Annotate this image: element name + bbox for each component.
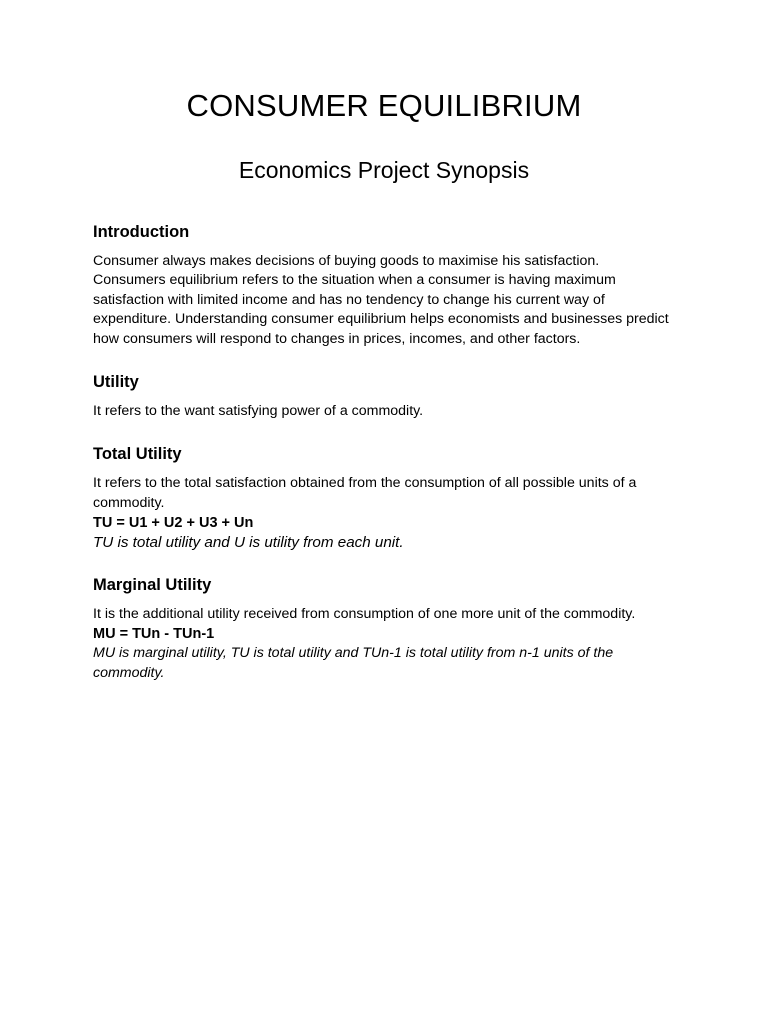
section-heading-marginal-utility: Marginal Utility bbox=[93, 575, 212, 594]
document-subtitle: Economics Project Synopsis bbox=[238, 157, 530, 183]
section-introduction bbox=[93, 221, 675, 349]
introduction-paragraph: Consumer always makes decisions of buying goods to maximise his satisfaction. Consumers equilibrium refers to the situation when a consumer is having maximum satisfaction with limited income and has no tendency to change his current way of expenditure. Understanding consumer equilibrium helps economists and businesses predict how consumers will respond to changes in prices, incomes, and other factors. bbox=[93, 253, 669, 347]
total-utility-formula: TU = U1 + U2 + U3 + Un bbox=[93, 515, 254, 532]
total-utility-paragraph: It refers to the total satisfaction obtained from the consumption of all possible units of a commodity. bbox=[93, 475, 637, 511]
document-title: CONSUMER EQUILIBRIUM bbox=[186, 88, 582, 123]
marginal-utility-paragraph: It is the additional utility received from consumption of one more unit of the commodity. bbox=[93, 605, 636, 622]
section-heading-total-utility: Total Utility bbox=[93, 445, 182, 464]
marginal-utility-formula-note: MU is marginal utility, TU is total utility and TUn-1 is total utility from n-1 units of the commodity. bbox=[93, 645, 614, 681]
section-utility bbox=[93, 371, 675, 421]
section-heading-utility: Utility bbox=[93, 373, 139, 392]
utility-paragraph: It refers to the want satisfying power of a commodity. bbox=[93, 403, 424, 420]
section-total-utility bbox=[93, 443, 675, 552]
section-marginal-utility bbox=[93, 574, 675, 683]
section-heading-introduction: Introduction bbox=[93, 223, 190, 241]
total-utility-formula-note: TU is total utility and U is utility from each unit. bbox=[93, 534, 404, 552]
marginal-utility-formula: MU = TUn - TUn-1 bbox=[93, 626, 215, 643]
